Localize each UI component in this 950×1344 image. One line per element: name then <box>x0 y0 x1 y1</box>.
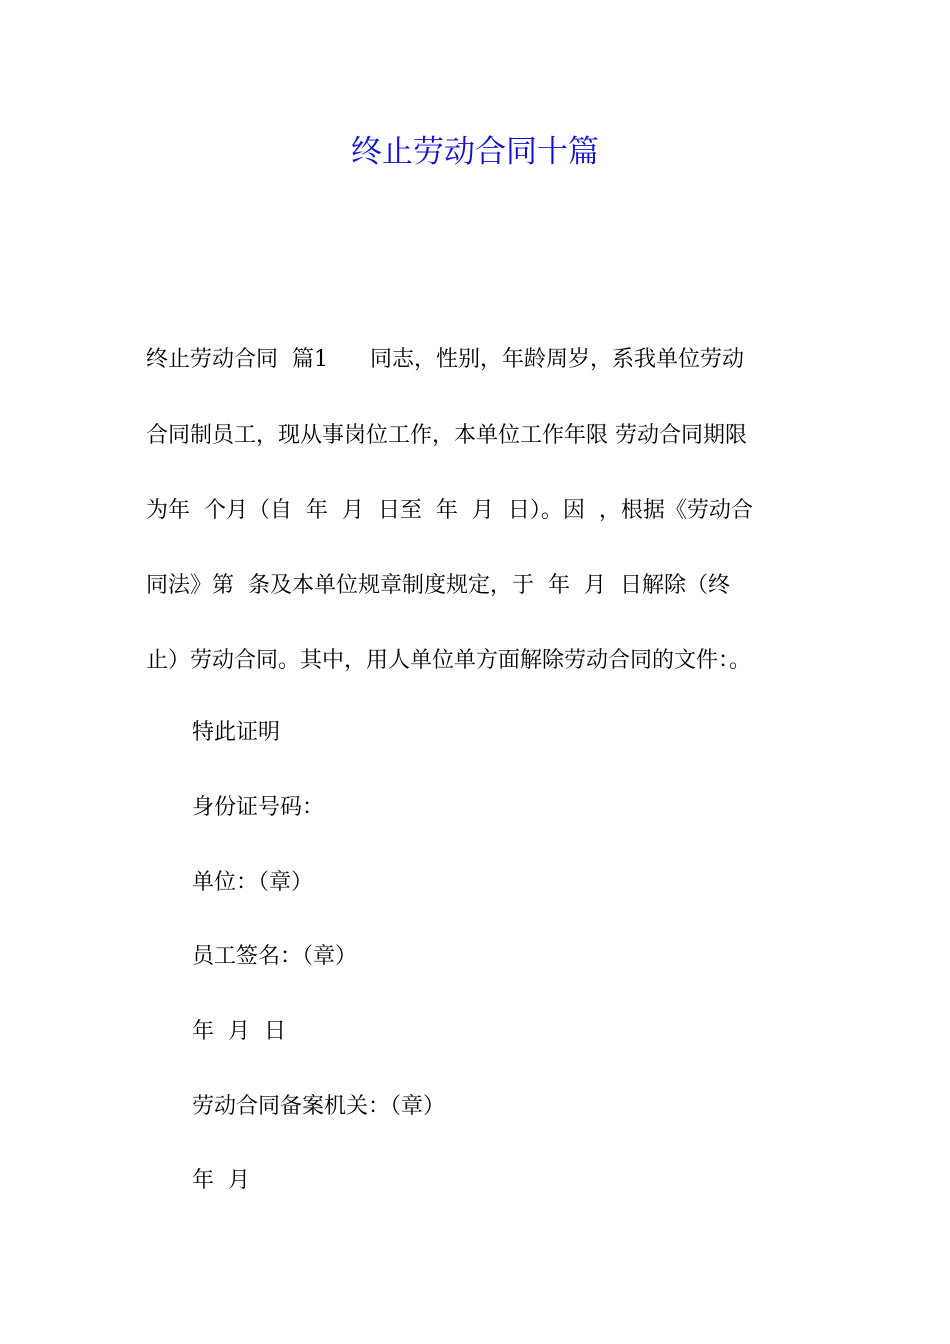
body-line-2: 合同制员工，现从事岗位工作，本单位工作年限 劳动合同期限 <box>146 423 747 448</box>
document-title: 终止劳动合同十篇 <box>351 134 599 170</box>
body-line-1: 终止劳动合同 篇1 同志，性别，年龄周岁，系我单位劳动 <box>146 347 744 372</box>
body-line-4: 同法》第 条及本单位规章制度规定，于 年 月 日解除（终 <box>146 573 730 598</box>
filing-authority-label: 劳动合同备案机关：（章） <box>192 1094 446 1119</box>
date-line-1: 年 月 日 <box>192 1019 286 1044</box>
date-line-2: 年 月 <box>192 1168 250 1193</box>
employee-signature-label: 员工签名：（章） <box>192 944 358 969</box>
body-line-5: 止）劳动合同。其中，用人单位单方面解除劳动合同的文件：。 <box>146 648 752 673</box>
body-line-3: 为年 个月（自 年 月 日至 年 月 日）。因 ，根据《劳动合 <box>146 498 753 523</box>
certify-text: 特此证明 <box>192 720 281 745</box>
id-number-label: 身份证号码： <box>192 795 325 820</box>
employer-seal-label: 单位：（章） <box>192 870 314 895</box>
